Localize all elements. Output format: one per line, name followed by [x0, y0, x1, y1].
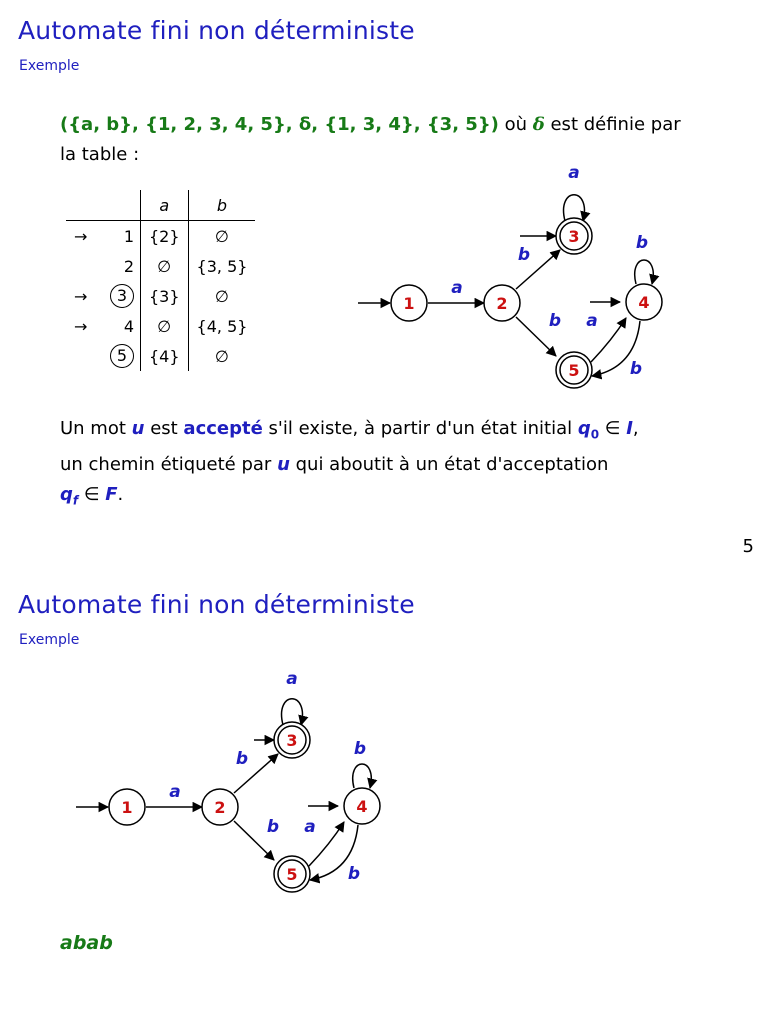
state-cell: 2	[123, 256, 134, 276]
transition-label: b	[548, 311, 562, 331]
transition-label: b	[629, 359, 643, 379]
transition-label: a	[304, 817, 316, 837]
slide-subtitle: Exemple	[19, 58, 80, 74]
final-state-circle: 3	[110, 284, 134, 308]
transition-label: a	[451, 278, 463, 298]
state-cell: 1	[123, 226, 134, 246]
slide-subtitle: Exemple	[19, 632, 80, 648]
transition-label: a	[568, 163, 580, 183]
slide-2	[0, 574, 768, 1024]
column-header-a: a	[141, 190, 189, 221]
state-label: 1	[121, 798, 133, 817]
automaton-graph	[358, 163, 662, 388]
state-label: 3	[568, 227, 580, 246]
cell-b: ∅	[188, 221, 255, 252]
initial-arrow-icon: →	[74, 316, 88, 336]
state-label: 2	[214, 798, 226, 817]
page-number: 5	[742, 536, 754, 557]
cell-b: {4, 5}	[188, 311, 255, 341]
cell-a: {4}	[141, 341, 189, 371]
delta-symbol: δ	[532, 114, 545, 135]
transition-label: b	[517, 245, 531, 265]
cell-a: ∅	[141, 311, 189, 341]
state-label: 3	[286, 731, 298, 750]
transition-label: a	[286, 669, 298, 689]
automaton-tuple: ({a, b}, {1, 2, 3, 4, 5}, δ, {1, 3, 4}, {3, 5})	[60, 114, 499, 135]
transition-label: b	[347, 864, 361, 884]
cell-b: ∅	[188, 281, 255, 311]
cell-b: ∅	[188, 341, 255, 371]
loop-3	[282, 699, 303, 725]
cell-b: {3, 5}	[188, 251, 255, 281]
transition-label: a	[169, 782, 181, 802]
state-label: 2	[496, 294, 508, 313]
transition-label: b	[266, 817, 280, 837]
state-label: 5	[568, 361, 580, 380]
example-word: abab	[60, 932, 113, 954]
loop-3	[564, 195, 585, 221]
automaton-graph	[76, 669, 380, 892]
state-label: 4	[356, 797, 368, 816]
cell-a: ∅	[141, 251, 189, 281]
final-state-circle: 5	[110, 344, 134, 368]
column-header-b: b	[188, 190, 255, 221]
transition-label: b	[235, 749, 249, 769]
initial-arrow-icon: →	[74, 226, 88, 246]
state-label: 4	[638, 293, 650, 312]
cell-a: {3}	[141, 281, 189, 311]
definition-text: ({a, b}, {1, 2, 3, 4, 5}, δ, {1, 3, 4}, {3, 5}) où δ est définie par la table :	[60, 114, 681, 165]
state-cell: 4	[123, 316, 134, 336]
acceptance-text: Un mot u est accepté s'il existe, à partir d'un état initial $q_0$ ∈ I, un chemin étiqueté par u qui aboutit à un état d'acceptation $q_f$ ∈ F.	[60, 418, 639, 508]
initial-arrow-icon: →	[74, 286, 88, 306]
state-label: 5	[286, 865, 298, 884]
loop-4	[353, 764, 372, 788]
slide-title: Automate fini non déterministe	[18, 16, 415, 45]
transition-label: b	[635, 233, 649, 253]
loop-4	[635, 260, 654, 284]
slide-title: Automate fini non déterministe	[18, 590, 415, 619]
transition-label: a	[586, 311, 598, 331]
state-label: 1	[403, 294, 415, 313]
transition-label: b	[353, 739, 367, 759]
automaton-diagram-2	[0, 574, 768, 1024]
cell-a: {2}	[141, 221, 189, 252]
